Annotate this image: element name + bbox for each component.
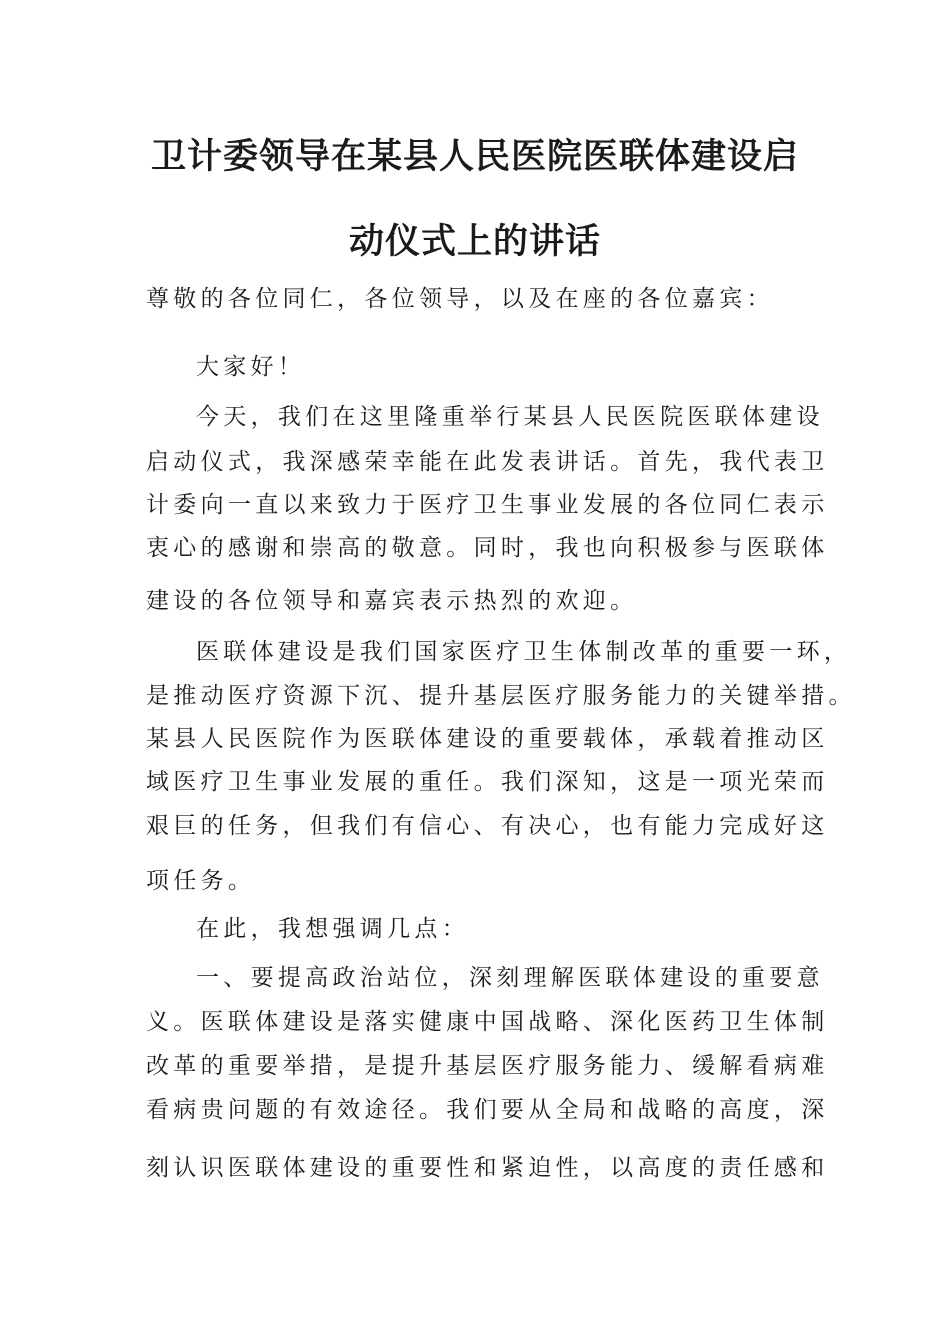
paragraph-2-line-5: 艰巨的任务，但我们有信心、有决心，也有能力完成好这 xyxy=(146,813,829,839)
page-title-line-1: 卫计委领导在某县人民医院医联体建设启 xyxy=(150,137,799,177)
paragraph-4-line-3: 改革的重要举措，是提升基层医疗服务能力、缓解看病难 xyxy=(146,1053,829,1079)
paragraph-1-line-1: 今天，我们在这里隆重举行某县人民医院医联体建设 xyxy=(196,404,824,430)
salutation: 尊敬的各位同仁，各位领导，以及在座的各位嘉宾： xyxy=(146,286,774,312)
paragraph-2-line-4: 域医疗卫生事业发展的重任。我们深知，这是一项光荣而 xyxy=(146,769,829,795)
paragraph-2-line-1: 医联体建设是我们国家医疗卫生体制改革的重要一环， xyxy=(196,639,852,665)
paragraph-4-line-1: 一、要提高政治站位，深刻理解医联体建设的重要意 xyxy=(196,965,824,991)
paragraph-4-line-5: 刻认识医联体建设的重要性和紧迫性，以高度的责任感和 xyxy=(146,1155,829,1181)
paragraph-2-line-6: 项任务。 xyxy=(146,868,256,894)
page-title-line-2: 动仪式上的讲话 xyxy=(348,222,601,262)
paragraph-1-line-3: 计委向一直以来致力于医疗卫生事业发展的各位同仁表示 xyxy=(146,492,829,518)
greeting: 大家好！ xyxy=(196,354,306,380)
paragraph-2-line-2: 是推动医疗资源下沉、提升基层医疗服务能力的关键举措。 xyxy=(146,683,856,709)
paragraph-1-line-2: 启动仪式，我深感荣幸能在此发表讲话。首先，我代表卫 xyxy=(146,449,829,475)
paragraph-4-line-2: 义。医联体建设是落实健康中国战略、深化医药卫生体制 xyxy=(146,1009,829,1035)
paragraph-1-line-5: 建设的各位领导和嘉宾表示热烈的欢迎。 xyxy=(146,588,638,614)
paragraph-3: 在此，我想强调几点： xyxy=(196,916,469,942)
paragraph-1-line-4: 衷心的感谢和崇高的敬意。同时，我也向积极参与医联体 xyxy=(146,535,829,561)
paragraph-4-line-4: 看病贵问题的有效途径。我们要从全局和战略的高度，深 xyxy=(146,1097,829,1123)
paragraph-2-line-3: 某县人民医院作为医联体建设的重要载体，承载着推动区 xyxy=(146,726,829,752)
